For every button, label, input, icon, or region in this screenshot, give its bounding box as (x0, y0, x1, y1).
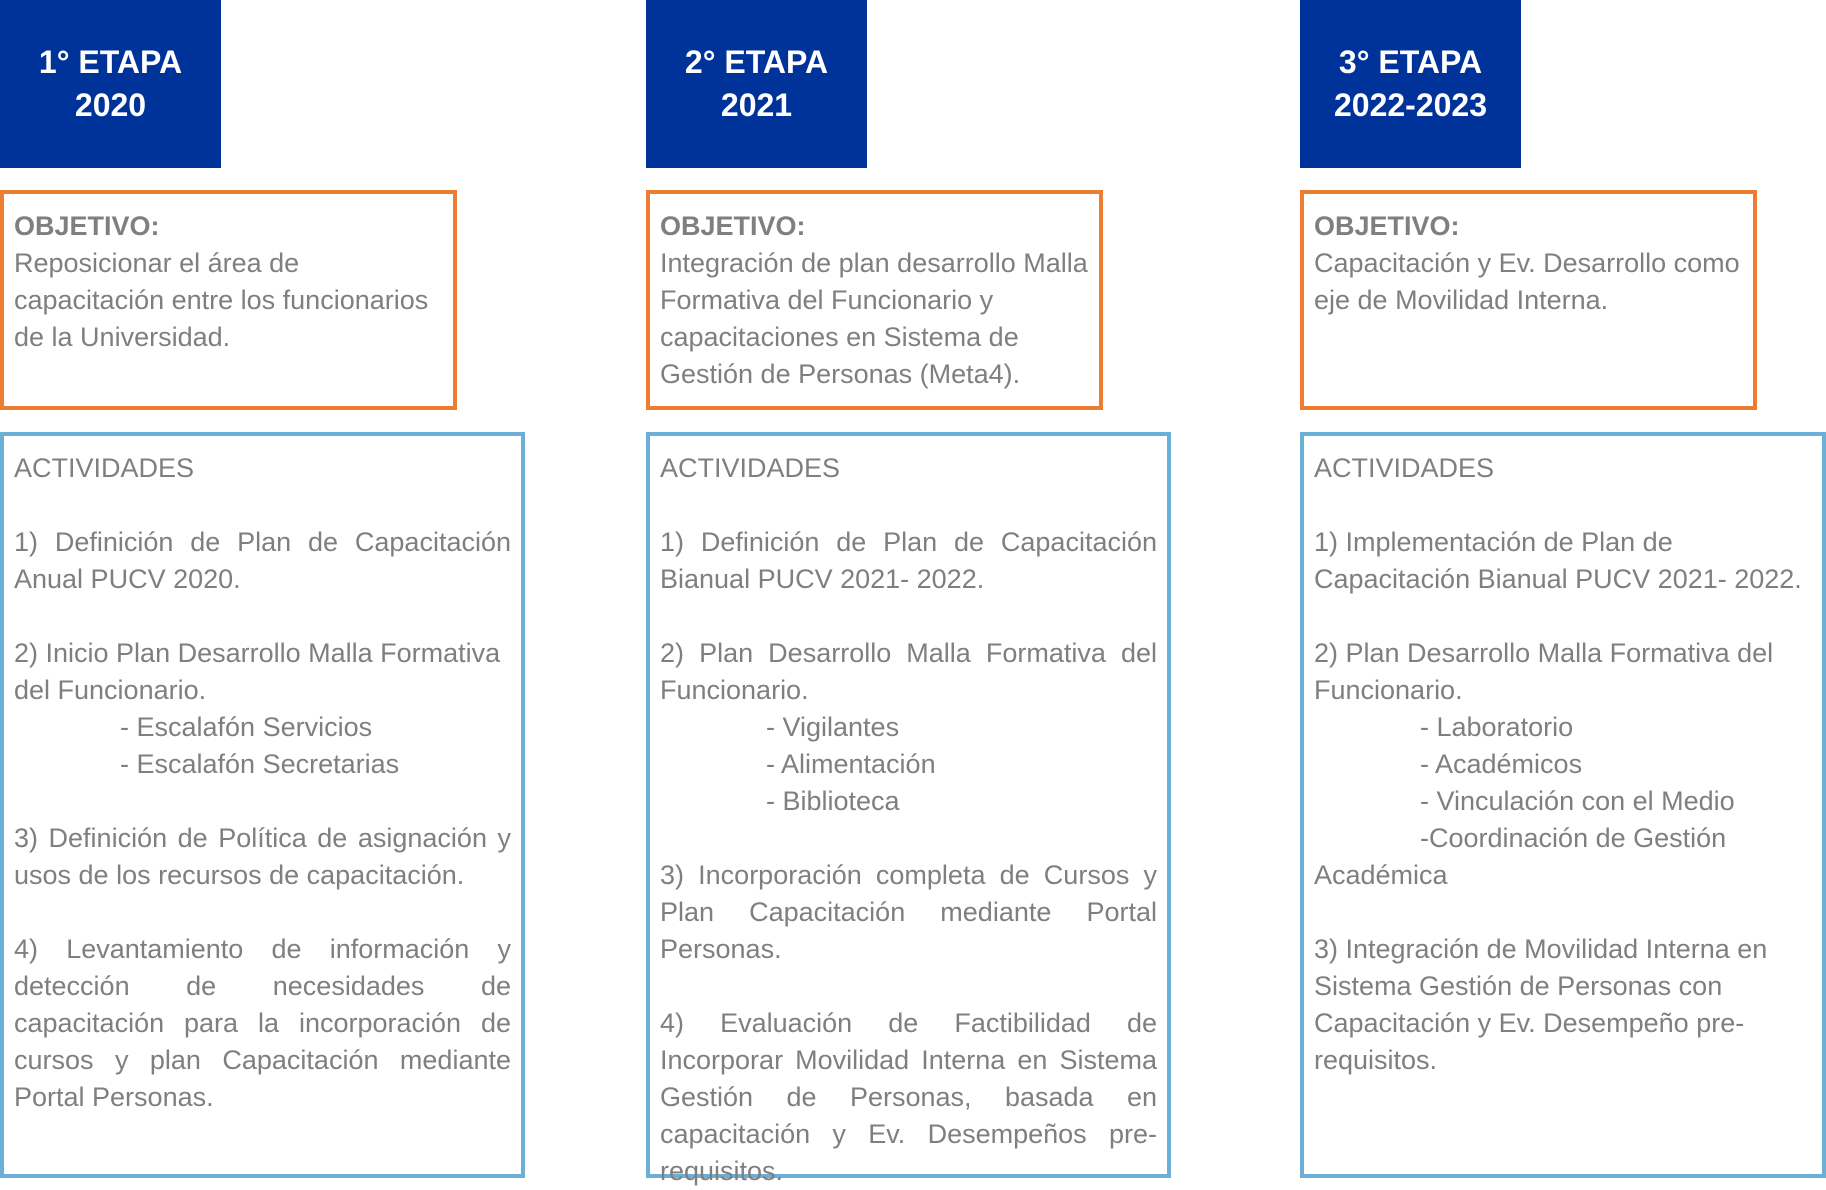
stage-3-objective (1300, 190, 1757, 410)
stage-1-objective (0, 190, 457, 410)
stage-3-activities (1300, 432, 1826, 1178)
stage-1-activities (0, 432, 525, 1178)
stage-3-title: 3° ETAPA (1338, 44, 1483, 80)
activity-item: 1) Implementación de Plan de Capacitación Bianual PUCV 2021- 2022. (1314, 527, 1802, 594)
stage-2-header (646, 0, 867, 168)
activity-item: 2) Plan Desarrollo Malla Formativa del Funcionario. (660, 638, 1157, 705)
activity-item: 4) Evaluación de Factibilidad de Incorporar Movilidad Interna en Sistema Gestión de Personas, basada en capacitación y Ev. Desempeños pre-requisitos. (660, 1008, 1157, 1186)
stage-2-year: 2021 (720, 87, 793, 123)
activity-item: 3) Incorporación completa de Cursos y Plan Capacitación mediante Portal Personas. (660, 860, 1157, 964)
objective-text: Capacitación y Ev. Desarrollo como eje de Movilidad Interna. (1314, 248, 1740, 315)
activity-item: 1) Definición de Plan de Capacitación Anual PUCV 2020. (14, 527, 511, 594)
activity-item: 4) Levantamiento de información y detección de necesidades de capacitación para la incorporación de cursos y plan Capacitación mediante Portal Personas. (14, 934, 511, 1112)
activity-item: 3) Integración de Movilidad Interna en Sistema Gestión de Personas con Capacitación y Ev. Desempeño pre-requisitos. (1314, 934, 1768, 1075)
objective-label: OBJETIVO: (1314, 211, 1460, 241)
activity-item: 2) Plan Desarrollo Malla Formativa del Funcionario. (1314, 638, 1774, 705)
objective-label: OBJETIVO: (14, 211, 160, 241)
stage-2-activities (646, 432, 1171, 1186)
stage-3-year: 2022-2023 (1333, 87, 1488, 123)
stage-1-title: 1° ETAPA (38, 44, 183, 80)
activity-subitem: - Vinculación con el Medio (1420, 786, 1735, 816)
activity-subitem: - Escalafón Servicios (120, 712, 373, 742)
stage-2-objective (646, 190, 1103, 410)
activity-subitem: - Escalafón Secretarias (120, 749, 400, 779)
activity-item: 1) Definición de Plan de Capacitación Bianual PUCV 2021- 2022. (660, 527, 1157, 594)
stage-1-header (0, 0, 221, 168)
objective-text: Integración de plan desarrollo Malla Formativa del Funcionario y capacitaciones en Sistema de Gestión de Personas (Meta4). (660, 248, 1088, 389)
activity-item: 3) Definición de Política de asignación y usos de los recursos de capacitación. (14, 823, 511, 890)
stage-1-year: 2020 (74, 87, 147, 123)
activity-subitem: - Alimentación (766, 749, 936, 779)
objective-text: Reposicionar el área de capacitación entre los funcionarios de la Universidad. (14, 248, 429, 352)
activity-subitem: -Coordinación de Gestión (1420, 823, 1727, 853)
activity-item: 2) Inicio Plan Desarrollo Malla Formativa del Funcionario. (14, 638, 501, 705)
activities-title: ACTIVIDADES (660, 453, 841, 483)
activities-title: ACTIVIDADES (14, 453, 195, 483)
stage-2-title: 2° ETAPA (684, 44, 829, 80)
activity-subitem: - Biblioteca (766, 786, 900, 816)
activity-item: Académica (1314, 860, 1448, 890)
activity-subitem: - Laboratorio (1420, 712, 1574, 742)
activity-subitem: - Académicos (1420, 749, 1583, 779)
stage-3-header (1300, 0, 1521, 168)
activities-title: ACTIVIDADES (1314, 453, 1495, 483)
activity-subitem: - Vigilantes (766, 712, 900, 742)
objective-label: OBJETIVO: (660, 211, 806, 241)
